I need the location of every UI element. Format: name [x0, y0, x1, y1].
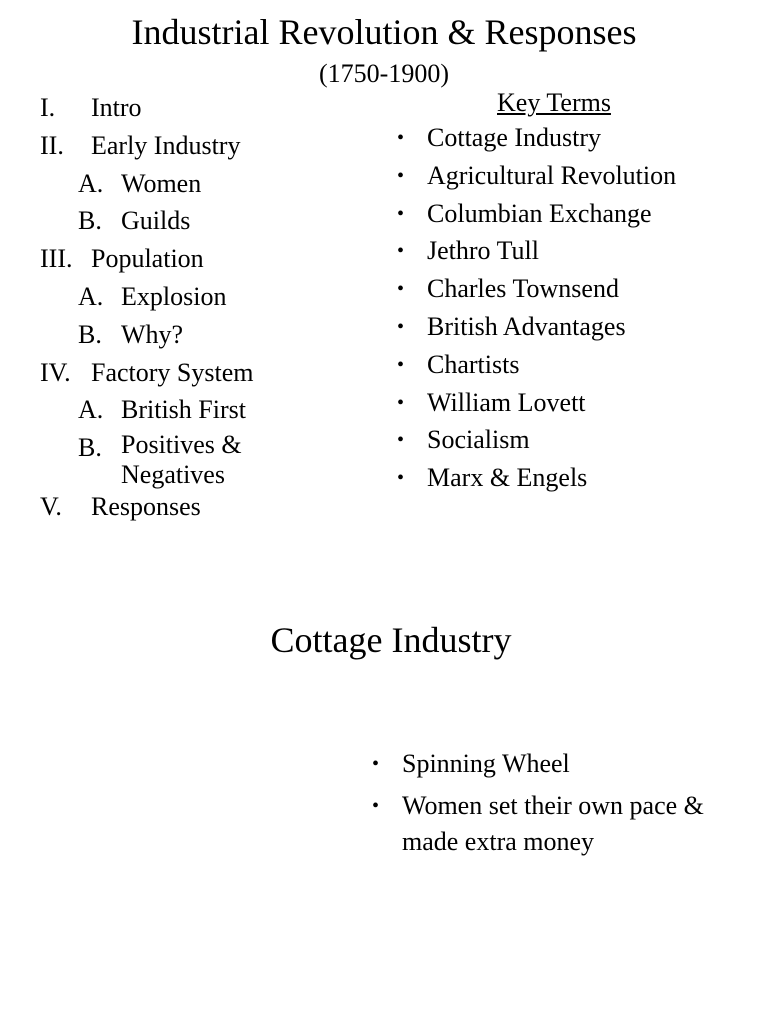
key-term-item: [395, 158, 745, 196]
outline-text: Positives & Negatives: [121, 430, 242, 490]
outline-text: Population: [91, 244, 204, 274]
outline-subitem: [40, 392, 380, 430]
slide-subtitle-date-range: (1750-1900): [319, 59, 449, 88]
key-term-text: Chartists: [427, 349, 520, 379]
bullet-icon: •: [397, 315, 405, 338]
bullet-icon: •: [397, 164, 405, 187]
outline-letter: B.: [78, 206, 102, 236]
bullet-item: [370, 746, 750, 782]
outline-item: [40, 90, 380, 128]
outline-text: Responses: [91, 492, 201, 522]
bullet-icon: •: [397, 278, 405, 301]
outline-text: Early Industry: [91, 130, 241, 160]
slide-title: Industrial Revolution & Responses: [131, 12, 637, 52]
bullet-icon: •: [397, 353, 405, 376]
outline-subitem: [40, 430, 380, 489]
key-terms-list: [395, 120, 745, 498]
outline-subitem: [40, 317, 380, 355]
outline-subitem: [40, 203, 380, 241]
outline-subitem: [40, 166, 380, 204]
bullet-icon: •: [372, 795, 380, 817]
bullet-icon: •: [372, 753, 380, 775]
outline-number: IV.: [40, 357, 71, 387]
key-term-item: [395, 460, 745, 498]
outline-item: [40, 489, 380, 527]
outline-text: Intro: [91, 93, 142, 122]
key-term-text: Charles Townsend: [427, 274, 619, 304]
key-term-item: [395, 271, 745, 309]
key-term-text: Agricultural Revolution: [427, 160, 677, 190]
outline-text: Guilds: [121, 206, 191, 236]
bullet-icon: •: [397, 240, 405, 263]
outline-letter: A.: [78, 395, 104, 425]
key-term-text: Jethro Tull: [427, 236, 539, 266]
key-term-text: Columbian Exchange: [427, 198, 652, 228]
bullet-icon: •: [397, 391, 405, 414]
outline-number: II.: [40, 130, 64, 160]
key-term-item: [395, 120, 745, 158]
key-term-text: Marx & Engels: [427, 463, 588, 493]
outline-text: Why?: [121, 319, 184, 349]
outline-list: [40, 90, 380, 527]
bullet-icon: •: [397, 467, 405, 490]
key-terms-heading: Key Terms: [497, 88, 611, 117]
outline-letter: A.: [78, 281, 104, 311]
key-term-text: William Lovett: [427, 387, 586, 417]
outline-text: British First: [121, 395, 246, 425]
outline-letter: B.: [78, 433, 102, 463]
outline-text: Women: [121, 168, 202, 198]
key-term-item: [395, 196, 745, 234]
key-term-text: Socialism: [427, 425, 530, 455]
bullet-item: [370, 788, 750, 860]
outline-letter: A.: [78, 168, 104, 198]
outline-number: III.: [40, 244, 73, 274]
key-term-text: Cottage Industry: [427, 123, 602, 152]
key-term-item: [395, 422, 745, 460]
key-term-item: [395, 347, 745, 385]
key-term-text: British Advantages: [427, 311, 626, 341]
outline-item: [40, 241, 380, 279]
key-term-item: [395, 233, 745, 271]
outline-number: I.: [40, 93, 56, 122]
outline-text: Factory System: [91, 357, 254, 387]
outline-letter: B.: [78, 319, 102, 349]
key-term-item: [395, 385, 745, 423]
section-title: Cottage Industry: [270, 620, 512, 660]
key-term-item: [395, 309, 745, 347]
bullet-icon: •: [397, 202, 405, 225]
outline-subitem: [40, 279, 380, 317]
outline-text: Explosion: [121, 281, 227, 311]
bullet-text: Women set their own pace & made extra money: [402, 791, 704, 856]
outline-number: V.: [40, 492, 62, 522]
bullet-icon: •: [397, 429, 405, 452]
outline-item: [40, 355, 380, 393]
bullet-text: Spinning Wheel: [402, 749, 570, 778]
bullet-icon: •: [397, 127, 405, 149]
section-bullet-list: [370, 746, 750, 860]
outline-item: [40, 128, 380, 166]
